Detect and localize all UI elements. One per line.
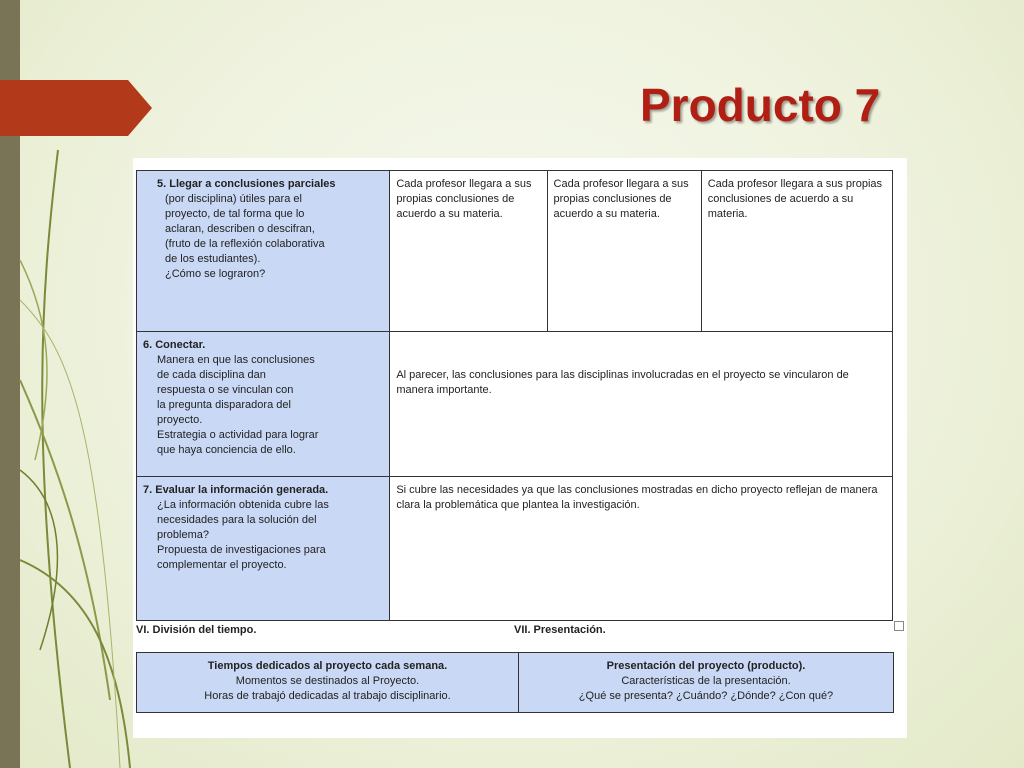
row7-cell: Si cubre las necesidades ya que las conclusiones mostradas en dicho proyecto reflejan de manera clara la problemática que plantea la investigación. bbox=[390, 477, 893, 621]
section-headings bbox=[136, 624, 896, 642]
row5-cell-2: Cada profesor llegara a sus propias conclusiones de acuerdo a su materia. bbox=[547, 171, 701, 332]
row7-label: 7. Evaluar la información generada. ¿La información obtenida cubre las necesidades para la solución del problema? Propuesta de investigaciones para complementar el proyecto. bbox=[137, 477, 390, 621]
title-arrow-tab bbox=[0, 80, 152, 136]
row5-label: 5. Llegar a conclusiones parciales (por disciplina) útiles para el proyecto, de tal forma que lo aclaran, describen o descifran, (fruto de la reflexión colaborativa de los estudiantes). ¿Cómo se lograron? bbox=[137, 171, 390, 332]
table-row bbox=[137, 477, 893, 621]
document-image bbox=[133, 158, 907, 738]
row6-label: 6. Conectar. Manera en que las conclusiones de cada disciplina dan respuesta o se vinculan con la pregunta disparadora del proyecto. Estrategia o actividad para lograr que haya conciencia de ello. bbox=[137, 332, 390, 477]
section-time-division: VI. División del tiempo. bbox=[136, 624, 257, 636]
slide-title: Producto 7 bbox=[640, 79, 881, 131]
planning-table bbox=[136, 170, 893, 621]
table-row bbox=[137, 332, 893, 477]
section-presentation: VII. Presentación. bbox=[514, 624, 606, 636]
row5-cell-1: Cada profesor llegara a sus propias conclusiones de acuerdo a su materia. bbox=[390, 171, 547, 332]
checkbox bbox=[894, 621, 904, 631]
row5-cell-3: Cada profesor llegara a sus propias conclusiones de acuerdo a su materia. bbox=[701, 171, 892, 332]
row6-cell bbox=[390, 332, 893, 477]
table-row bbox=[137, 653, 894, 713]
presentation-cell: Presentación del proyecto (producto). Características de la presentación. ¿Qué se presenta? ¿Cuándo? ¿Dónde? ¿Con qué? bbox=[519, 653, 894, 713]
row6-text: Al parecer, las conclusiones para las disciplinas involucradas en el proyecto se vincularon de manera importante. bbox=[396, 369, 849, 396]
time-dedication-cell: Tiempos dedicados al proyecto cada semana. Momentos se destinados al Proyecto. Horas de trabajó dedicadas al trabajo disciplinario. bbox=[137, 653, 519, 713]
table-row bbox=[137, 171, 893, 332]
summary-table bbox=[136, 652, 894, 713]
